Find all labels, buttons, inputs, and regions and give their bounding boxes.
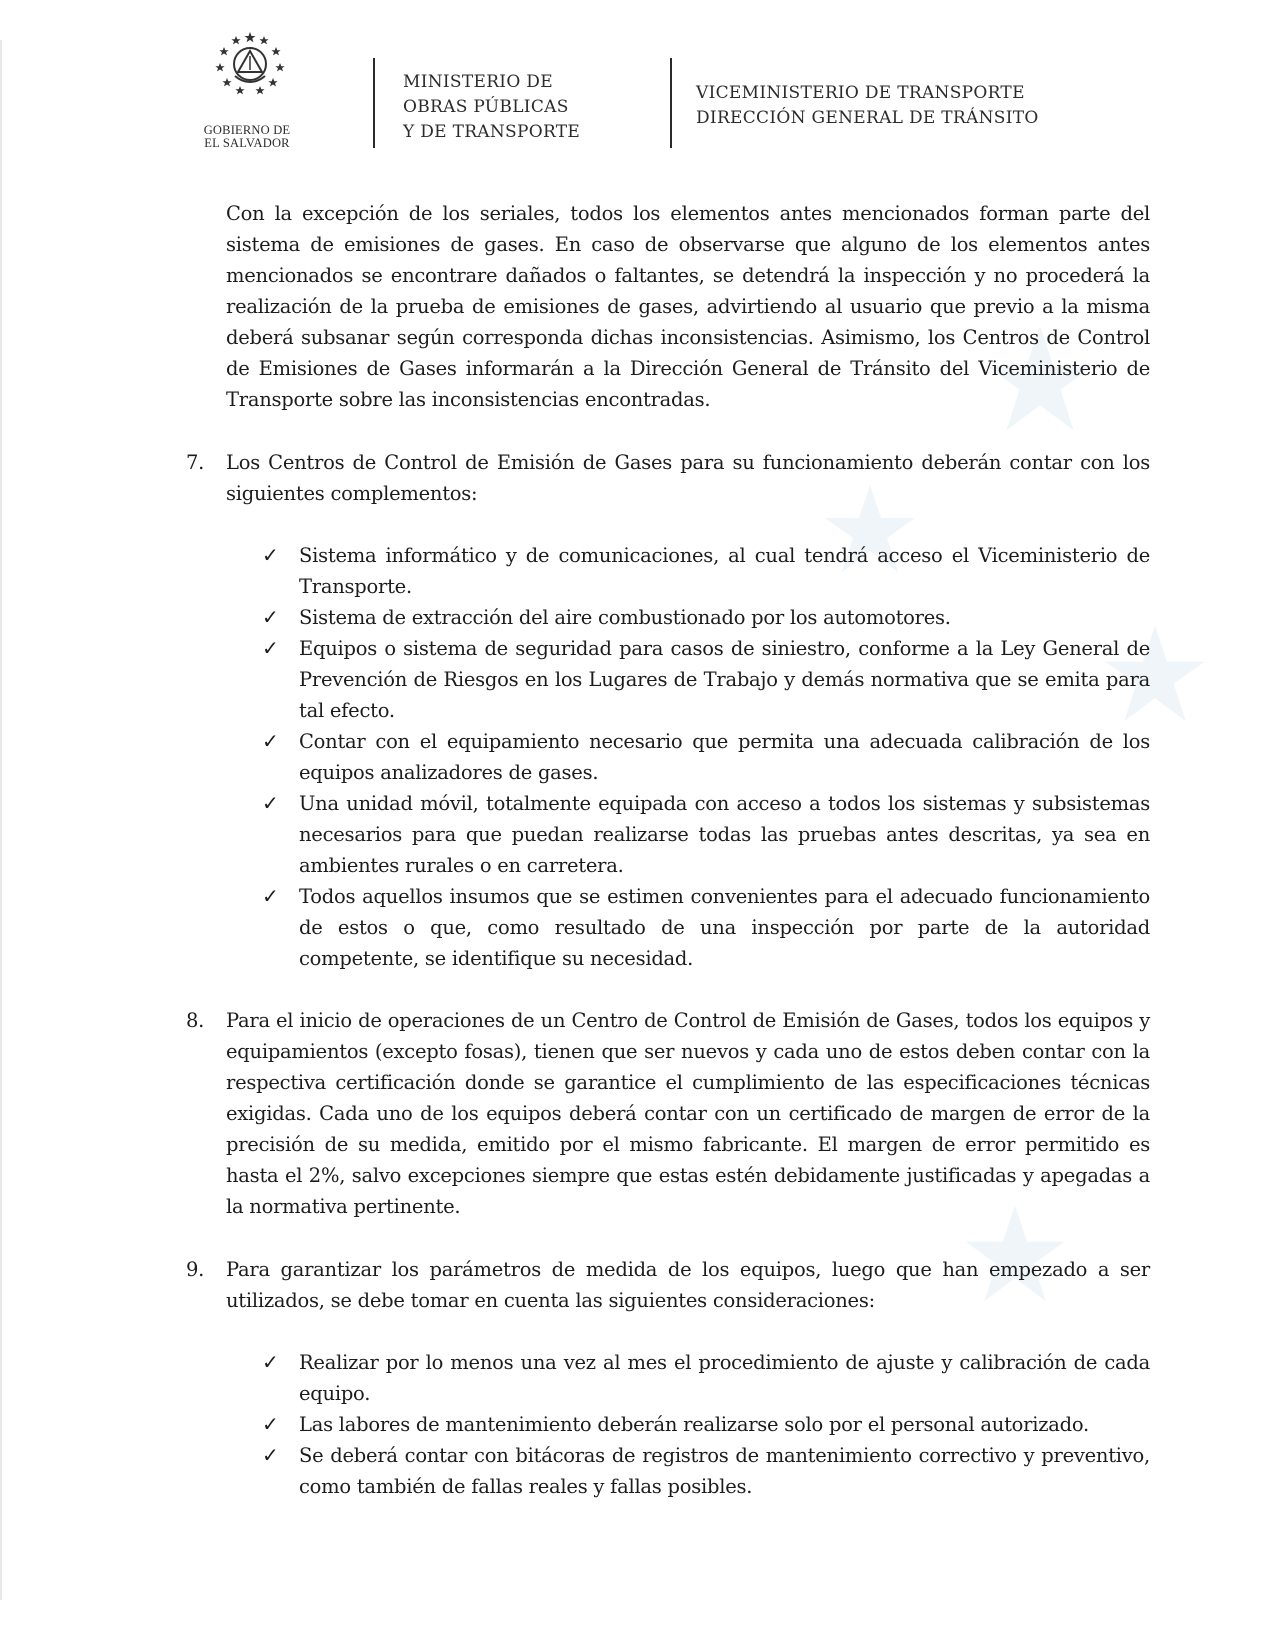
scan-edge [0, 40, 2, 1600]
bullet-text: Equipos o sistema de seguridad para casos de siniestro, conforme a la Ley General de Prevención de Riesgos en los Lugares de Trabajo y demás normativa que se emita para tal efecto. [299, 637, 1150, 722]
logo-text-line: EL SALVADOR [204, 136, 290, 150]
checkmark-icon: ✓ [262, 1443, 279, 1467]
item-number: 8. [186, 1009, 205, 1032]
letterhead [0, 0, 1275, 170]
government-name [192, 124, 302, 150]
item-text: Los Centros de Control de Emisión de Gases para su funcionamiento deberán contar con los siguientes complementos: [226, 451, 1150, 505]
vice-ministry-name [696, 81, 1039, 131]
checkmark-icon: ✓ [262, 1350, 279, 1374]
bullet-text: Se deberá contar con bitácoras de registros de mantenimiento correctivo y preventivo, como también de fallas reales y fallas posibles. [299, 1444, 1150, 1498]
bullet-text: Realizar por lo menos una vez al mes el procedimiento de ajuste y calibración de cada equipo. [299, 1351, 1150, 1405]
coat-of-arms-icon [202, 30, 298, 96]
bullet-text: Sistema de extracción del aire combustionado por los automotores. [299, 606, 951, 629]
government-logo [196, 30, 306, 150]
header-divider [373, 58, 375, 148]
checkmark-icon: ✓ [262, 605, 279, 629]
bullet-text: Las labores de mantenimiento deberán realizarse solo por el personal autorizado. [299, 1413, 1089, 1436]
checkmark-icon: ✓ [262, 636, 279, 660]
checkmark-icon: ✓ [262, 729, 279, 753]
checkmark-icon: ✓ [262, 791, 279, 815]
ministry-line: MINISTERIO DE [403, 72, 553, 92]
checkmark-icon: ✓ [262, 1412, 279, 1436]
checkmark-icon: ✓ [262, 543, 279, 567]
vice-line: DIRECCIÓN GENERAL DE TRÁNSITO [696, 108, 1039, 128]
ministry-line: OBRAS PÚBLICAS [403, 97, 569, 117]
ministry-line: Y DE TRANSPORTE [403, 122, 581, 142]
header-divider [670, 58, 672, 148]
intro-paragraph: Con la excepción de los seriales, todos los elementos antes mencionados forman parte del sistema de emisiones de gases. En caso de observarse que alguno de los elementos antes mencionados se encontrare dañados o faltantes, se detendrá la inspección y no procederá la realización de la prueba de emisiones de gases, advirtiendo al usuario que previo a la misma deberá subsanar según corresponda dichas inconsistencias. Asimismo, los Centros de Control de Emisiones de Gases informarán a la Dirección General de Tránsito del Viceministerio de Transporte sobre las inconsistencias encontradas. [226, 202, 1150, 411]
item-text: Para el inicio de operaciones de un Centro de Control de Emisión de Gases, todos los equipos y equipamientos (excepto fosas), tienen que ser nuevos y cada uno de estos deben contar con la respectiva certificación donde se garantice el cumplimiento de las especificaciones técnicas exigidas. Cada uno de los equipos deberá contar con un certificado de margen de error de la precisión de su medida, emitido por el mismo fabricante. El margen de error permitido es hasta el 2%, salvo excepciones siempre que estas estén debidamente justificadas y apegadas a la normativa pertinente. [226, 1009, 1150, 1218]
bullet-text: Todos aquellos insumos que se estimen convenientes para el adecuado funcionamiento de estos o que, como resultado de una inspección por parte de la autoridad competente, se identifique su necesidad. [299, 885, 1150, 970]
bullet-text: Una unidad móvil, totalmente equipada con acceso a todos los sistemas y subsistemas necesarios para que puedan realizarse todas las pruebas antes descritas, ya sea en ambientes rurales o en carretera. [299, 792, 1150, 877]
checkmark-icon: ✓ [262, 884, 279, 908]
logo-text-line: GOBIERNO DE [203, 123, 291, 137]
item-text: Para garantizar los parámetros de medida de los equipos, luego que han empezado a ser utilizados, se debe tomar en cuenta las siguientes consideraciones: [226, 1258, 1150, 1312]
bullet-text: Sistema informático y de comunicaciones, al cual tendrá acceso el Viceministerio de Transporte. [299, 544, 1150, 598]
vice-line: VICEMINISTERIO DE TRANSPORTE [696, 83, 1025, 103]
item-number: 7. [186, 451, 205, 474]
ministry-name [403, 70, 580, 145]
item-number: 9. [186, 1258, 205, 1281]
bullet-text: Contar con el equipamiento necesario que permita una adecuada calibración de los equipos analizadores de gases. [299, 730, 1150, 784]
